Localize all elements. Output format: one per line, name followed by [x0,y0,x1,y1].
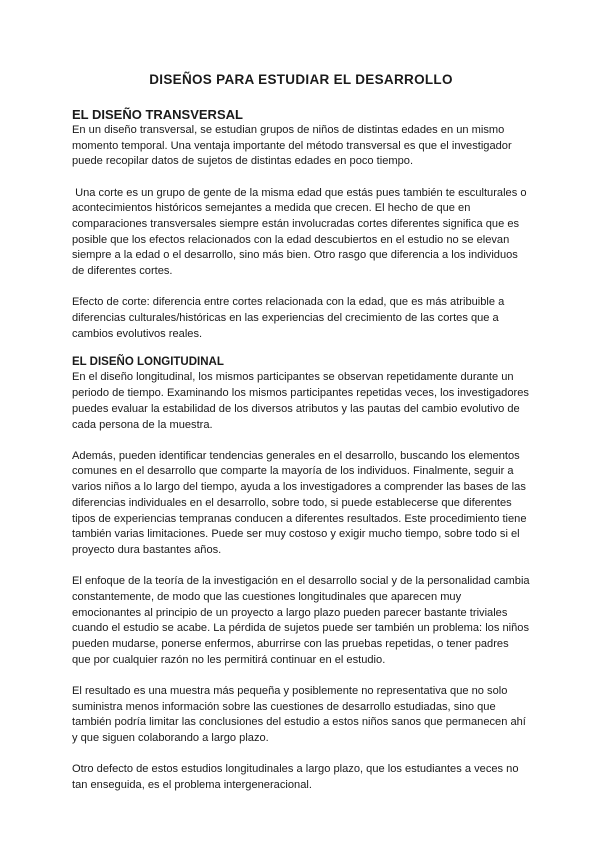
section-heading-longitudinal: EL DISEÑO LONGITUDINAL [72,356,224,369]
paragraph: Otro defecto de estos estudios longitudinales a largo plazo, que los estudiantes a veces no tan enseguida, es el problema intergeneracional. [72,763,519,791]
paragraph: Una corte es un grupo de gente de la misma edad que estás pues también te esculturales o acontecimientos históricos semejantes a medida que crecen. El hecho de que en comparaciones transversales siempre están involucradas cortes diferentes significa que es posible que los efectos relacionados con la edad descubiertos en el estudio no se elevan siempre a la edad o el desarrollo, sino más bien. Otro rasgo que diferencia a los individuos de diferentes cortes. [72,186,530,278]
paragraph: En el diseño longitudinal, los mismos participantes se observan repetidamente durante un periodo de tiempo. Examinando los mismos participantes repetidas veces, los investigadores puedes evaluar la estabilidad de los diversos atributos y las pautas del cambio evolutivo de cada persona de la muestra. [72,371,529,431]
section-heading-transversal: EL DISEÑO TRANSVERSAL [72,107,243,122]
paragraph: Efecto de corte: diferencia entre cortes relacionada con la edad, que es más atribuible a diferencias culturales/históricas en las experiencias del crecimiento de las cortes que a cambios evolutivos reales. [72,296,505,340]
document-page [72,72,530,809]
paragraph: En un diseño transversal, se estudian grupos de niños de distintas edades en un mismo momento temporal. Una ventaja importante del método transversal es que el investigador puede recopilar datos de sujetos de distintas edades en poco tiempo. [72,124,512,168]
document-title: DISEÑOS PARA ESTUDIAR EL DESARROLLO [149,72,453,87]
paragraph: El enfoque de la teoría de la investigación en el desarrollo social y de la personalidad cambia constantemente, de modo que las cuestiones longitudinales que aparecen muy emocionantes al principio de un proyecto a largo plazo pueden parecer bastante triviales cuando el estudio se acabe. La pérdida de sujetos puede ser también un problema: los niños pueden mudarse, ponerse enfermos, aburrirse con las pruebas repetidas, o tener padres que por cualquier razón no les permitirá continuar en el estudio. [72,575,530,666]
paragraph: El resultado es una muestra más pequeña y posiblemente no representativa que no solo suministra menos información sobre las cuestiones de desarrollo estudiadas, sino que también podría limitar las conclusiones del estudio a estos niños sanos que permanecen ahí y que siguen colaborando a largo plazo. [72,684,526,744]
paragraph: Además, pueden identificar tendencias generales en el desarrollo, buscando los elementos comunes en el desarrollo que comparte la mayoría de los individuos. Finalmente, seguir a varios niños a lo largo del tiempo, ayuda a los investigadores a comprender las bases de las diferencias individuales en el desarrollo, sobre todo, si puede establecerse que diferentes tipos de experiencias tempranas conducen a diferentes resultados. Este procedimiento tiene también varias limitaciones. Puede ser muy costoso y exigir mucho tiempo, sobre todo si el proyecto dura bastantes años. [72,449,527,556]
